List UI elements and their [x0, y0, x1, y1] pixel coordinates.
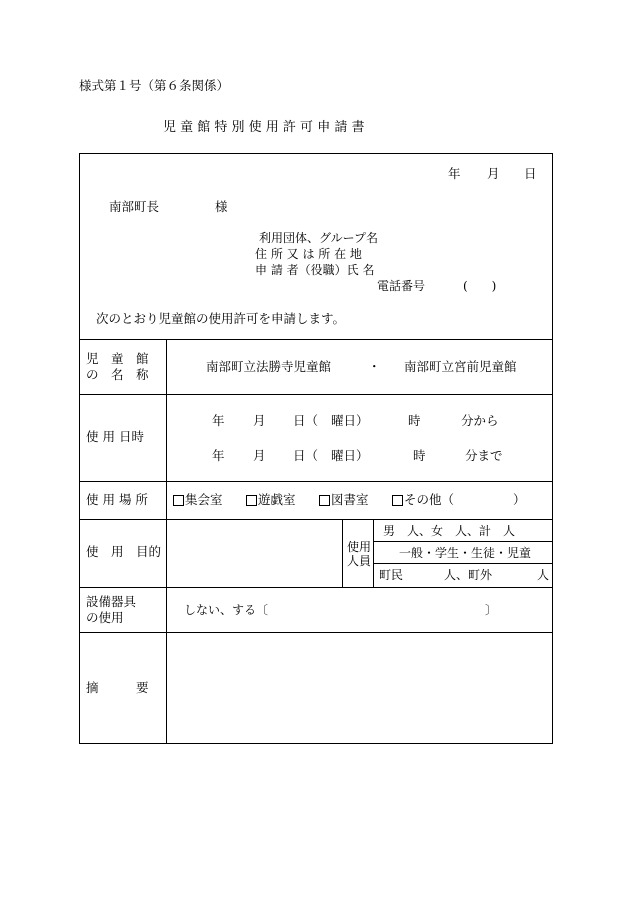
addressee-name: 南部町長 — [109, 199, 160, 214]
checkbox-icon[interactable] — [246, 495, 257, 506]
purpose-label: 使 用 目的 — [86, 544, 162, 559]
equipment-bracket-close: 〕 — [485, 603, 498, 617]
address-label: 住 所 又 は 所 在 地 — [255, 247, 362, 261]
place-option-library[interactable]: 図書室 — [319, 494, 369, 507]
facility-option-hokkoji[interactable]: 南部町立法勝寺児童館 — [206, 359, 332, 374]
label-column-divider — [166, 339, 167, 743]
users-divider — [342, 519, 343, 587]
date-month: 月 — [487, 166, 500, 181]
schedule-label: 使 用 日時 — [86, 429, 144, 444]
users-resident: 町民 — [379, 568, 404, 582]
users-divider — [373, 563, 552, 564]
row-divider — [79, 339, 552, 340]
addressee-honorific: 様 — [215, 199, 228, 214]
equipment-label-line1: 設備器具 — [86, 594, 137, 609]
checkbox-icon[interactable] — [319, 495, 330, 506]
users-nonresident: 人、町外 — [444, 568, 493, 582]
end-day: 日（ — [293, 448, 319, 463]
date-day: 日 — [524, 166, 537, 181]
checkbox-icon[interactable] — [392, 495, 403, 506]
intro-text: 次のとおり児童館の使用許可を申請します。 — [96, 311, 346, 326]
place-label: 使 用 場 所 — [86, 492, 148, 507]
equipment-option[interactable]: しない、する〔 — [184, 603, 269, 617]
end-minute: 分まで — [465, 448, 503, 463]
start-weekday: 曜日） — [331, 413, 369, 428]
users-gender-count: 男 人、女 人、計 人 — [383, 524, 516, 538]
facility-label-line2: の 名 称 — [86, 367, 149, 382]
equipment-label-line2: の使用 — [86, 610, 124, 625]
row-divider — [79, 394, 552, 395]
users-category: 一般・学生・生徒・児童 — [399, 546, 532, 560]
start-hour: 時 — [408, 413, 421, 428]
row-divider — [79, 519, 552, 520]
phone-label: 電話番号 — [377, 279, 426, 293]
start-minute: 分から — [461, 413, 499, 428]
form-number: 様式第１号（第６条関係） — [79, 78, 230, 93]
users-divider — [373, 541, 552, 542]
summary-label: 摘 要 — [86, 680, 149, 695]
place-option-playroom[interactable]: 遊戯室 — [246, 494, 296, 507]
applicant-name-label: 申 請 者（役職）氏 名 — [255, 263, 375, 277]
date-year: 年 — [448, 166, 461, 181]
facility-separator: ・ — [368, 359, 381, 374]
page-title: 児 童 館 特 別 使 用 許 可 申 請 書 — [163, 120, 365, 135]
end-weekday: 曜日） — [331, 448, 369, 463]
checkbox-icon[interactable] — [173, 495, 184, 506]
facility-label-line1: 児 童 館 — [86, 351, 149, 366]
place-other-close: ） — [513, 492, 526, 507]
phone-paren: ( ) — [463, 279, 497, 293]
start-year: 年 — [212, 413, 225, 428]
users-label-line1: 使用 — [347, 540, 372, 554]
group-name-label: 利用団体、グループ名 — [259, 231, 379, 245]
end-year: 年 — [212, 448, 225, 463]
facility-option-miyamae[interactable]: 南部町立宮前児童館 — [404, 359, 517, 374]
users-label-line2: 人員 — [347, 554, 372, 568]
users-nonresident-unit: 人 — [537, 568, 550, 582]
row-divider — [79, 481, 552, 482]
end-month: 月 — [253, 448, 266, 463]
place-option-assembly[interactable]: 集会室 — [173, 494, 223, 507]
users-divider — [373, 519, 374, 587]
start-month: 月 — [253, 413, 266, 428]
row-divider — [79, 587, 552, 588]
row-divider — [79, 632, 552, 633]
end-hour: 時 — [413, 448, 426, 463]
place-option-other[interactable]: その他（ — [392, 494, 454, 507]
start-day: 日（ — [293, 413, 319, 428]
